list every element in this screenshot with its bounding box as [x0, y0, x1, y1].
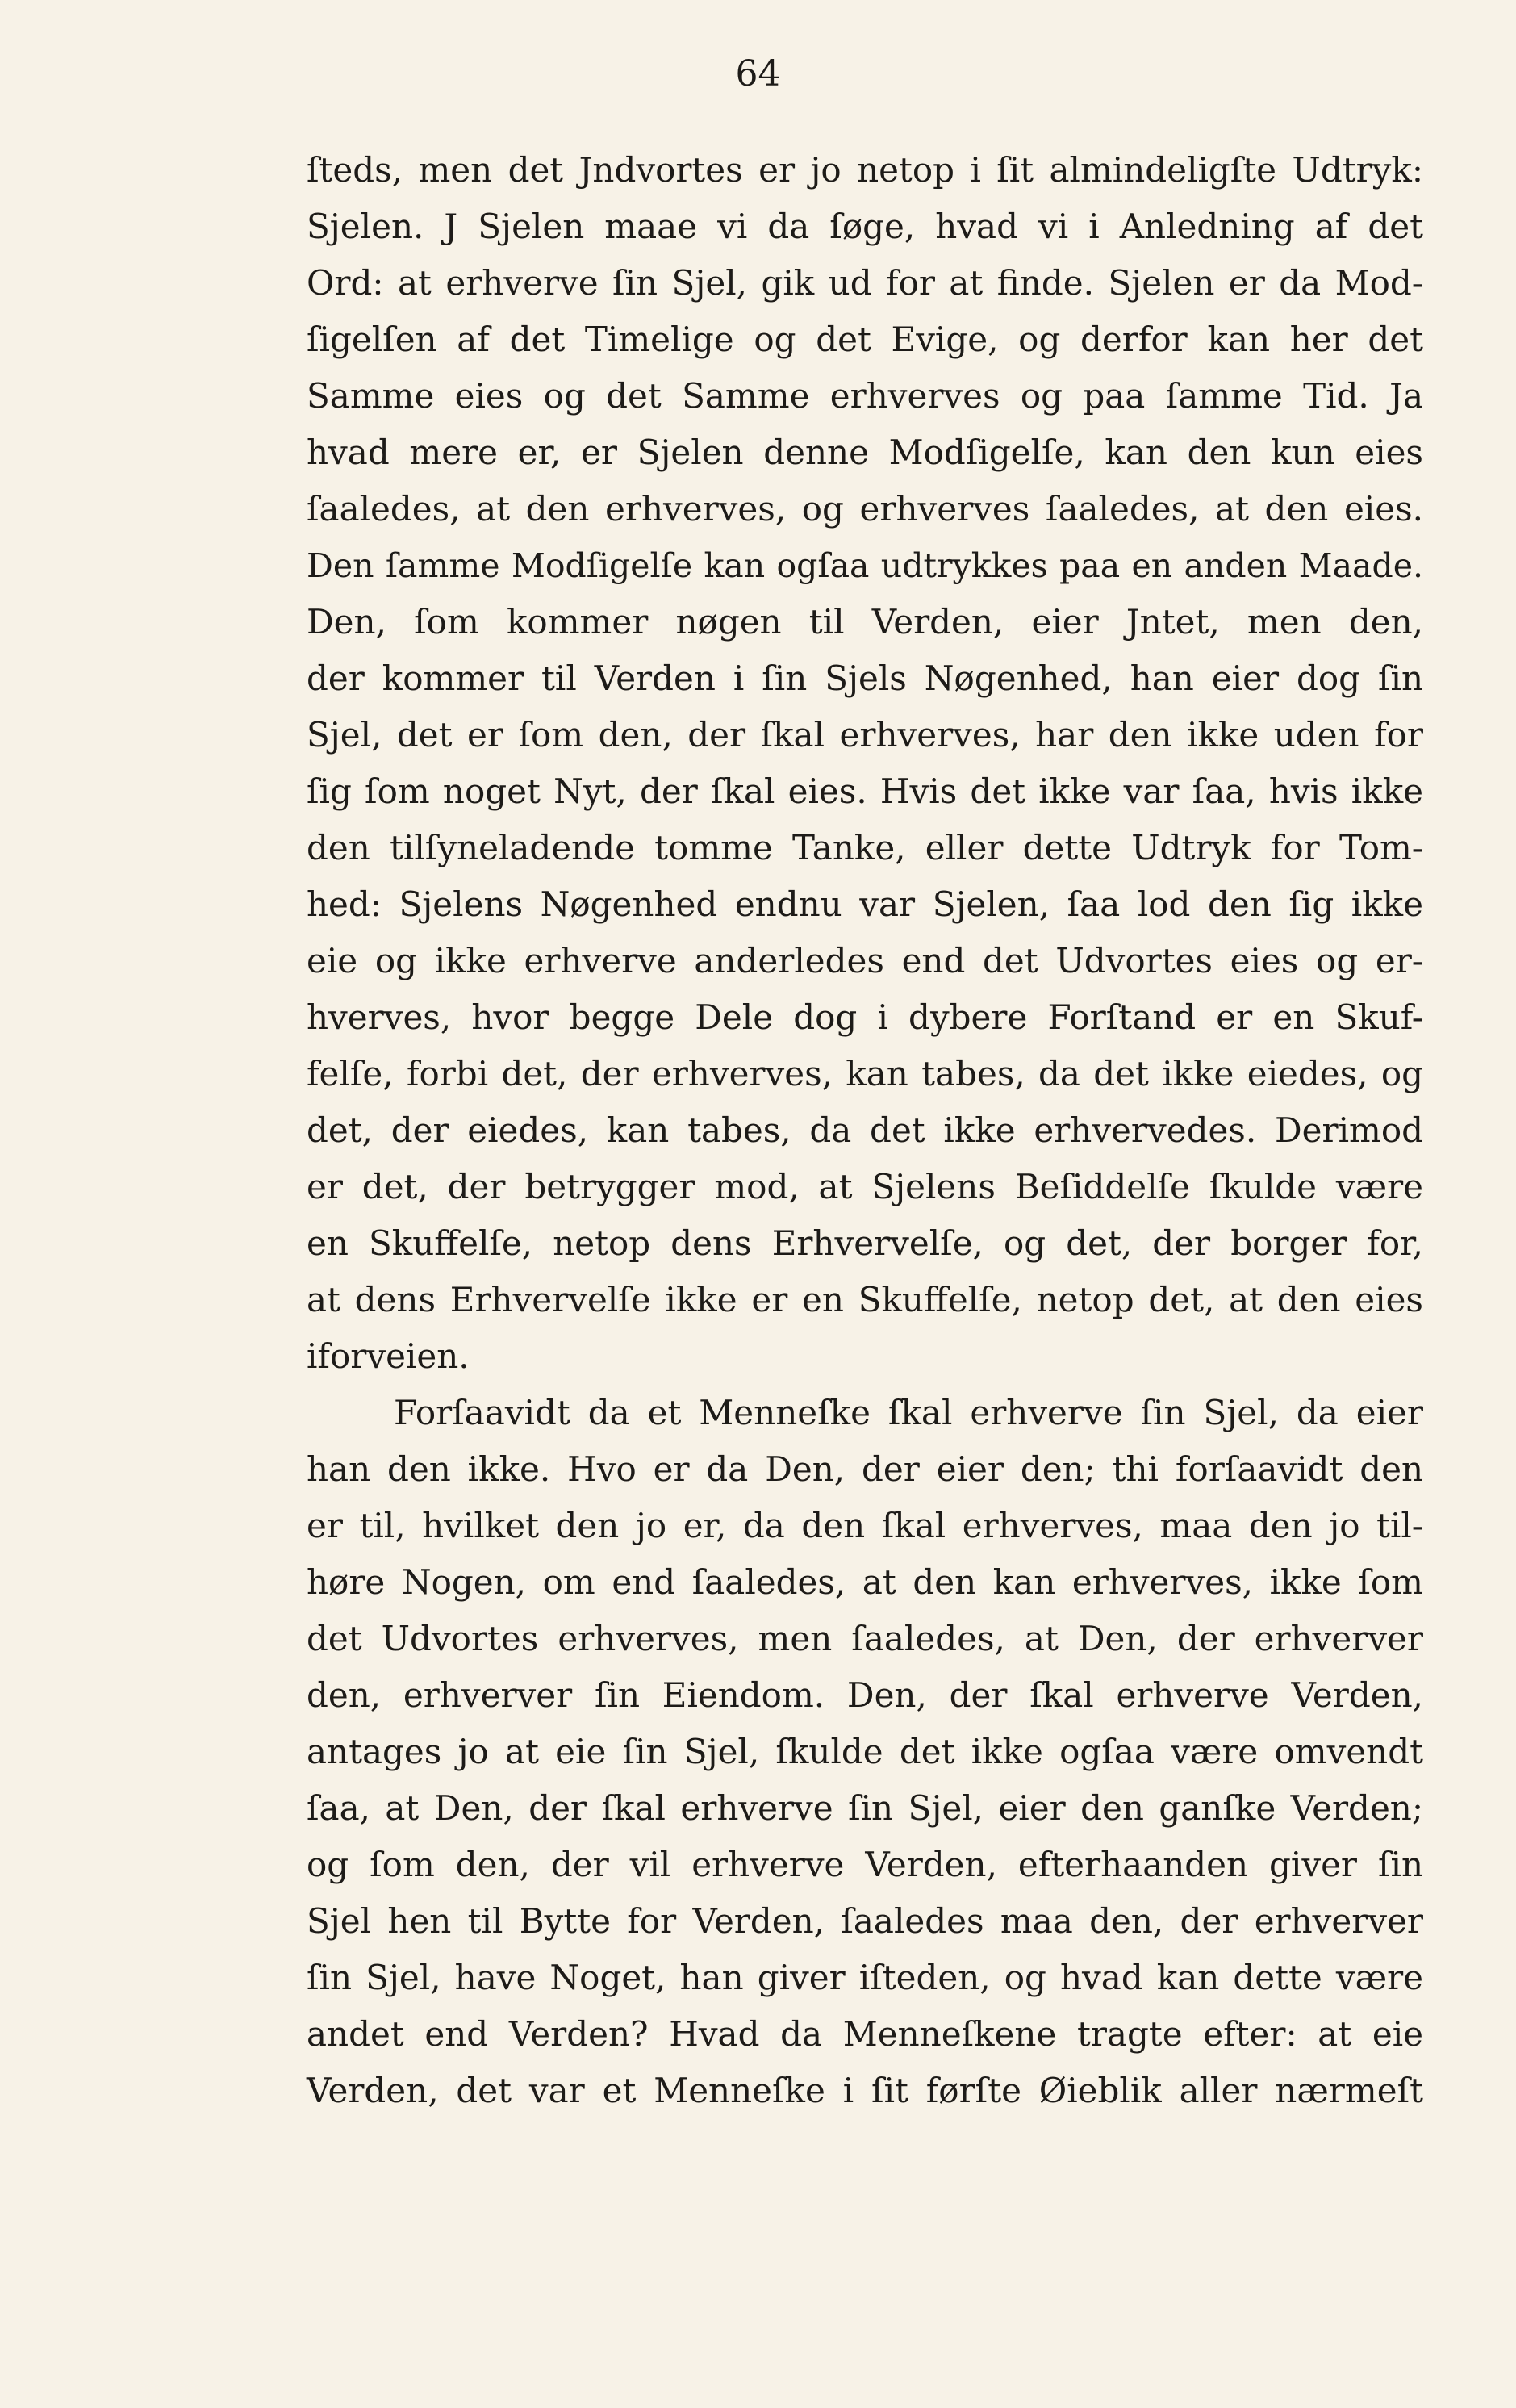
text-line: iforveien.	[307, 1336, 470, 1376]
text-line: felſe, forbi det, der erhverves, kan tabes, da det ikke eiedes, og	[307, 1054, 1423, 1093]
text-line: ſin Sjel, have Noget, han giver iſteden, og hvad kan dette være	[307, 1958, 1423, 1997]
text-line: er det, der betrygger mod, at Sjelens Beſiddelſe ſkulde være	[307, 1167, 1423, 1206]
text-line: ſaaledes, at den erhverves, og erhverves ſaaledes, at den eies.	[307, 489, 1423, 529]
text-line: Sjel, det er ſom den, der ſkal erhverves, har den ikke uden for	[307, 715, 1423, 755]
text-line: Sjel hen til Bytte for Verden, ſaaledes maa den, der erhverver	[307, 1901, 1423, 1941]
paragraph	[307, 1385, 1423, 2119]
text-line: det, der eiedes, kan tabes, da det ikke erhvervedes. Derimod	[307, 1110, 1423, 1150]
text-line: han den ikke. Hvo er da Den, der eier den; thi forſaavidt den	[307, 1449, 1423, 1489]
text-line: en Skuffelſe, netop dens Erhvervelſe, og det, der borger for,	[307, 1223, 1423, 1263]
text-line: det Udvortes erhverves, men ſaaledes, at Den, der erhverver	[307, 1619, 1423, 1658]
text-line: og ſom den, der vil erhverve Verden, efterhaanden giver ſin	[307, 1845, 1423, 1884]
text-line: hverves, hvor begge Dele dog i dybere Forſtand er en Skuf-	[307, 997, 1423, 1037]
text-line: Den, ſom kommer nøgen til Verden, eier Jntet, men den,	[307, 602, 1423, 642]
text-line: den tilſyneladende tomme Tanke, eller dette Udtryk for Tom-	[307, 828, 1423, 867]
text-line: hed: Sjelens Nøgenhed endnu var Sjelen, ſaa lod den ſig ikke	[307, 884, 1423, 924]
text-line: Forſaavidt da et Menneſke ſkal erhverve ſin Sjel, da eier	[394, 1393, 1423, 1432]
text-line: Samme eies og det Samme erhverves og paa ſamme Tid. Ja	[307, 376, 1423, 416]
text-line: Sjelen. J Sjelen maae vi da ſøge, hvad vi i Anledning af det	[307, 207, 1423, 246]
text-line: hvad mere er, er Sjelen denne Modſigelſe, kan den kun eies	[307, 433, 1423, 472]
text-line: andet end Verden? Hvad da Menneſkene tragte efter: at eie	[307, 2014, 1423, 2054]
text-line: Verden, det var et Menneſke i ſit førſte Øieblik aller nærmeſt	[307, 2071, 1423, 2110]
text-line: antages jo at eie ſin Sjel, ſkulde det ikke ogſaa være omvendt	[307, 1732, 1423, 1771]
text-line: er til, hvilket den jo er, da den ſkal erhverves, maa den jo til-	[307, 1506, 1423, 1545]
page-number: 64	[735, 53, 781, 94]
text-line: der kommer til Verden i ſin Sjels Nøgenhed, han eier dog ſin	[307, 658, 1423, 698]
text-line: ſteds, men det Jndvortes er jo netop i ſit almindeligſte Udtryk:	[307, 150, 1423, 190]
text-line: ſigelſen af det Timelige og det Evige, og derfor kan her det	[307, 320, 1423, 359]
text-line: at dens Erhvervelſe ikke er en Skuffelſe, netop det, at den eies	[307, 1280, 1423, 1319]
text-line: høre Nogen, om end ſaaledes, at den kan erhverves, ikke ſom	[307, 1562, 1423, 1602]
body-text	[307, 142, 1423, 2119]
text-line: Den ſamme Modſigelſe kan ogſaa udtrykkes paa en anden Maade.	[307, 546, 1423, 585]
paragraph	[307, 142, 1423, 1385]
text-line: ſaa, at Den, der ſkal erhverve ſin Sjel, eier den ganſke Verden;	[307, 1788, 1423, 1828]
text-line: ſig ſom noget Nyt, der ſkal eies. Hvis det ikke var ſaa, hvis ikke	[307, 771, 1423, 811]
text-line: Ord: at erhverve ſin Sjel, gik ud for at finde. Sjelen er da Mod-	[307, 263, 1423, 303]
text-line: den, erhverver ſin Eiendom. Den, der ſkal erhverve Verden,	[307, 1675, 1423, 1715]
text-line: eie og ikke erhverve anderledes end det Udvortes eies og er-	[307, 941, 1423, 980]
